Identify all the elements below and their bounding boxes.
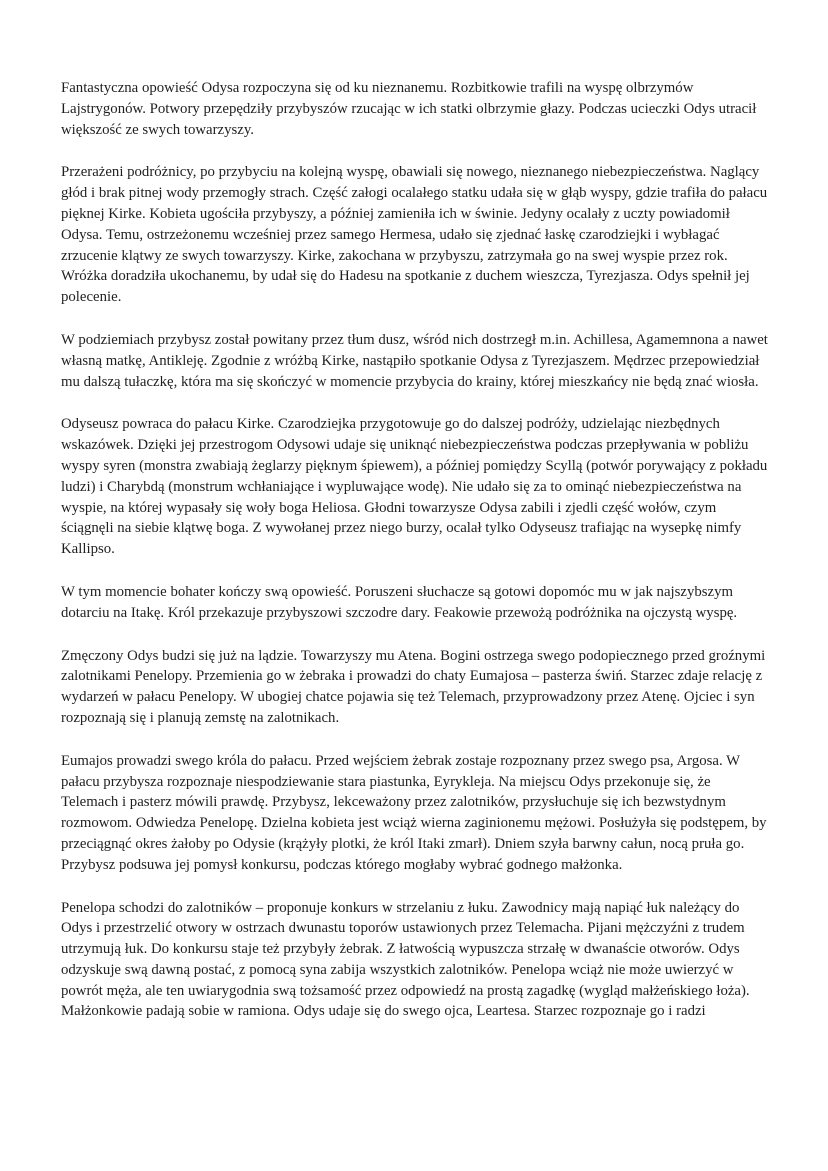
paragraph-8: Penelopa schodzi do zalotników – proponuje konkurs w strzelaniu z łuku. Zawodnicy mają napiąć łuk należący do Odys i przestrzelić otwory w ostrzach dwunastu toporów ustawionych przez Telemacha. Pijani mężczyźni z trudem utrzymują łuk. Do konkursu staje też przybyły żebrak. Z łatwością wypuszcza strzałę w dwanaście otworów. Odys odzyskuje swą dawną postać, z pomocą syna zabija wszystkich zalotników. Penelopa wciąż nie może uwierzyć w powrót męża, ale ten uwiarygodnia swą tożsamość przez odpowiedź na prostą zagadkę (wygląd małżeńskiego łoża). Małżonkowie padają sobie w ramiona. Odys udaje się do swego ojca, Leartesa. Starzec rozpoznaje go i radzi — [61, 899, 750, 1020]
paragraph-2: Przerażeni podróżnicy, po przybyciu na kolejną wyspę, obawiali się nowego, nieznanego niebezpieczeństwa. Naglący głód i brak pitnej wody przemogły strach. Część załogi ocalałego statku udała się w głąb wyspy, gdzie trafiła do pałacu pięknej Kirke. Kobieta ugościła przybyszy, a później zamieniła ich w świnie. Jedyny ocalały z uczty powiadomił Odysa. Temu, ostrzeżonemu wcześniej przez samego Hermesa, udało się zjednać łaskę czarodziejki i wybłagać zrzucenie klątwy ze swych towarzyszy. Kirke, zakochana w przybyszu, zatrzymała go na swej wyspie przez rok. Wróżka doradziła ukochanemu, by udał się do Hadesu na spotkanie z duchem wieszcza, Tyrezjasza. Odys spełnił jej polecenie. — [61, 164, 768, 306]
paragraph-5: W tym momencie bohater kończy swą opowieść. Poruszeni słuchacze są gotowi dopomóc mu w jak najszybszym dotarciu na Itakę. Król przekazuje przybyszowi szczodre dary. Feakowie przewożą podróżnika na ojczystą wyspę. — [61, 583, 738, 621]
paragraph-7: Eumajos prowadzi swego króla do pałacu. Przed wejściem żebrak zostaje rozpoznany przez swego psa, Argosa. W pałacu przybysza rozpoznaje niespodziewanie stara piastunka, Eyrykleja. Na miejscu Odys przekonuje się, że Telemach i pasterz mówili prawdę. Przybysz, lekceważony przez zalotników, przysłuchuje się ich bezwstydnym rozmowom. Odwiedza Penelopę. Dzielna kobieta jest wciąż wierna zaginionemu mężowi. Posłużyła się podstępem, by przeciągnąć okres żałoby po Odysie (krążyły plotki, że król Itaki zmarł). Dniem szyła barwny całun, nocą pruła go. Przybysz podsuwa jej pomysł konkursu, podczas którego mogłaby wybrać godnego małżonka. — [61, 752, 767, 873]
paragraph-3: W podziemiach przybysz został powitany przez tłum dusz, wśród nich dostrzegł m.in. Achillesa, Agamemnona a nawet własną matkę, Antikleję. Zgodnie z wróżbą Kirke, nastąpiło spotkanie Odysa z Tyrezjaszem. Mędrzec przepowiedział mu dalszą tułaczkę, która ma się skończyć w momencie przybycia do krainy, której mieszkańcy nie będą znać wiosła. — [61, 331, 768, 390]
paragraph-6: Zmęczony Odys budzi się już na lądzie. Towarzyszy mu Atena. Bogini ostrzega swego podopiecznego przed groźnymi zalotnikami Penelopy. Przemienia go w żebraka i prowadzi do chaty Eumajosa – pasterza świń. Starzec zdaje relację z wydarzeń w pałacu Penelopy. W ubogiej chatce pojawia się też Telemach, przyprowadzony przez Atenę. Ojciec i syn rozpoznają się i planują zemstę na zalotnikach. — [61, 647, 766, 726]
paragraph-1: Fantastyczna opowieść Odysa rozpoczyna się od ku nieznanemu. Rozbitkowie trafili na wyspę olbrzymów Lajstrygonów. Potwory przepędziły przybyszów rzucając w ich statki olbrzymie głazy. Podczas ucieczki Odys utracił większość ze swych towarzyszy. — [61, 80, 757, 138]
paragraph-4: Odyseusz powraca do pałacu Kirke. Czarodziejka przygotowuje go do dalszej podróży, udzielając niezbędnych wskazówek. Dzięki jej przestrogom Odysowi udaje się uniknąć niebezpieczeństwa podczas przepływania w pobliżu wyspy syren (monstra zwabiają żeglarzy pięknym śpiewem), a później pomiędzy Scyllą (potwór porywający z pokładu ludzi) i Charybdą (monstrum wchłaniające i wypluwające wodę). Nie udało się za to ominąć niebezpieczeństwa na wyspie, na której wypasały się woły boga Heliosa. Głodni towarzysze Odysa zabili i zjedli część wołów, czym ściągnęli na siebie klątwę boga. Z wywołanej przez niego burzy, ocalał tylko Odyseusz trafiając na wysepkę nimfy Kallipso. — [61, 416, 768, 558]
